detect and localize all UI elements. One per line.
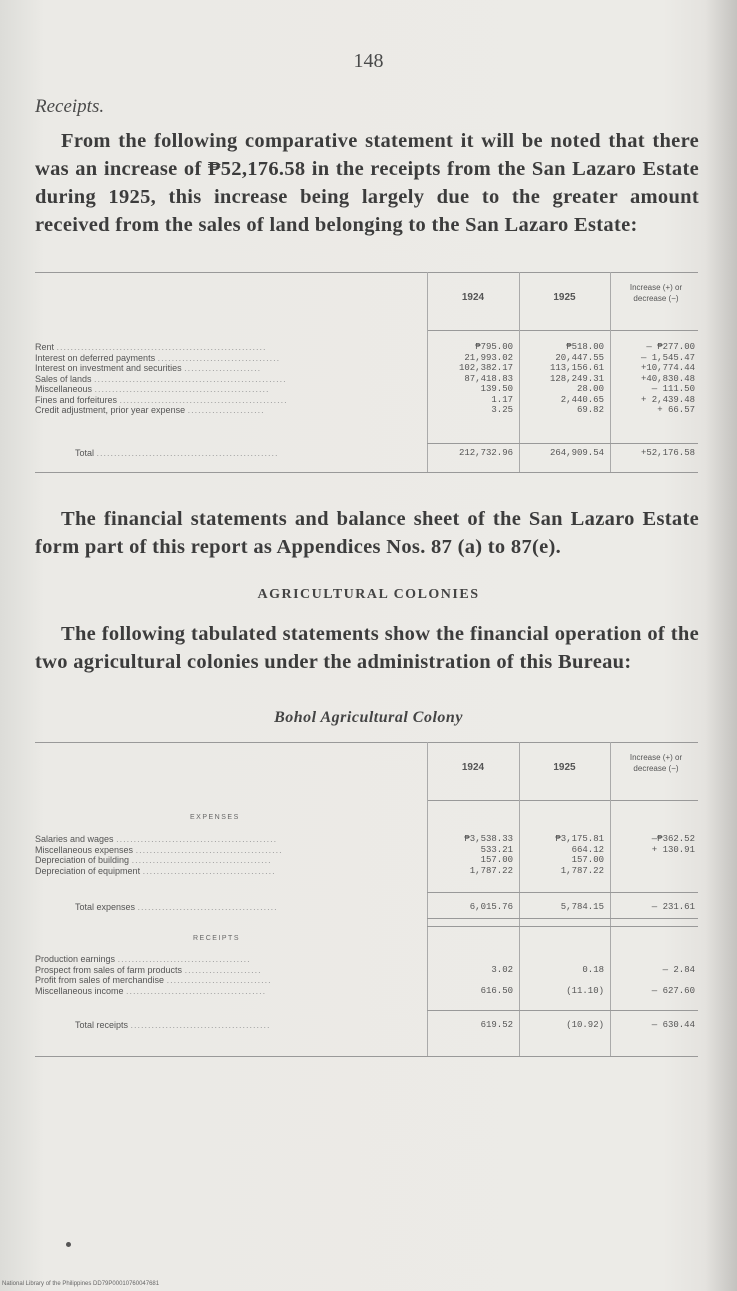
leader-dots: ........................................ (131, 855, 272, 865)
row-label: Salaries and wages .............................................. (35, 834, 278, 844)
row-label: Interest on investment and securities ...................... (35, 363, 262, 373)
value-1925: 5,784.15 (560, 902, 604, 912)
row-label: Credit adjustment, prior year expense ...................... (35, 405, 265, 415)
leader-dots: ........................................ (137, 902, 278, 912)
value-1924: 619.52 (480, 1020, 513, 1030)
value-change: — ₱277.00 (646, 342, 695, 352)
receipts-paragraph: From the following comparative statement it will be noted that there was an increase of ₱52,176.58 in the receipts from the San Lazaro Estate during 1925, this increase being largely due to the greater amount received from the sales of land belonging to the San Lazaro Estate: (35, 130, 699, 236)
agricultural-colonies-heading: AGRICULTURAL COLONIES (257, 587, 480, 602)
row-label: Total .................................................... (75, 448, 279, 458)
value-change: + 130.91 (651, 844, 695, 855)
bohol-col-change: Increase (+) or decrease (−) (629, 753, 683, 773)
row-label: Prospect from sales of farm products ...................... (35, 964, 262, 975)
leader-dots: .................................................... (96, 448, 279, 458)
value-1924: 6,015.76 (469, 902, 513, 912)
value-change: — 1,545.47 (640, 352, 695, 363)
leader-dots: ...................... (184, 363, 262, 373)
value-1924: 1,787.22 (469, 865, 513, 876)
value-1924: 139.50 (480, 384, 513, 394)
ink-speck (66, 1242, 71, 1247)
value-1925: 113,156.61 (549, 363, 604, 373)
leader-dots: ................................................ (119, 394, 288, 405)
value-1924: 157.00 (480, 855, 513, 865)
row-label: Interest on deferred payments ................................... (35, 352, 281, 363)
leader-dots: .......................................... (135, 844, 283, 855)
row-label: Total expenses ........................................ (75, 902, 278, 912)
leader-dots: ...................... (187, 405, 265, 415)
value-1925: 69.82 (576, 405, 604, 415)
leader-dots: .................................................. (94, 384, 270, 394)
value-1925: 2,440.65 (560, 394, 604, 405)
receipts-col-change: Increase (+) or decrease (−) (629, 283, 683, 303)
value-change: — 231.61 (651, 902, 695, 912)
value-1925: 157.00 (571, 855, 604, 865)
value-1925: 20,447.55 (555, 352, 604, 363)
bohol-col-1924: 1924 (461, 762, 485, 773)
value-1924: 3.25 (491, 405, 513, 415)
value-change: — 630.44 (651, 1020, 695, 1030)
row-label: Rent ............................................................ (35, 342, 267, 352)
receipts-section-heading: RECEIPTS (193, 935, 241, 942)
value-1925: 264,909.54 (549, 448, 604, 458)
leader-dots: ........................................ (130, 1020, 271, 1030)
value-1924: 21,993.02 (464, 352, 513, 363)
bohol-col-1925: 1925 (553, 762, 576, 773)
leader-dots: ............................................................ (56, 342, 267, 352)
row-label: Total receipts ........................................ (75, 1020, 271, 1030)
row-label: Production earnings ...................................... (35, 954, 251, 964)
receipts-col-1925: 1925 (553, 292, 576, 303)
leader-dots: ....................................................... (94, 373, 287, 384)
row-label: Sales of lands ....................................................... (35, 373, 287, 384)
value-1924: 3.02 (491, 964, 513, 975)
receipts-heading: Receipts. (35, 96, 105, 117)
row-label: Miscellaneous income ........................................ (35, 985, 267, 996)
leader-dots: ...................... (184, 964, 262, 975)
value-change: — 627.60 (651, 985, 695, 996)
row-label: Depreciation of building ........................................ (35, 855, 272, 865)
value-1925: (10.92) (566, 1020, 604, 1030)
value-change: + 2,439.48 (640, 394, 695, 405)
leader-dots: ...................................... (117, 954, 251, 964)
row-label: Miscellaneous .................................................. (35, 384, 270, 394)
leader-dots: ........................................ (126, 985, 267, 996)
value-1925: 664.12 (571, 844, 604, 855)
value-1925: 128,249.31 (549, 373, 604, 384)
page-number: 148 (353, 50, 384, 72)
value-1924: 533.21 (480, 844, 513, 855)
page-edge-shadow (705, 0, 737, 1291)
value-1925: 28.00 (576, 384, 604, 394)
leader-dots: .............................. (166, 975, 272, 985)
value-1924: 102,382.17 (458, 363, 513, 373)
row-label: Profit from sales of merchandise .............................. (35, 975, 272, 985)
row-label: Miscellaneous expenses .......................................... (35, 844, 283, 855)
value-1925: 1,787.22 (560, 865, 604, 876)
receipts-col-1924: 1924 (461, 292, 485, 303)
value-change: + 66.57 (657, 405, 695, 415)
value-1924: ₱795.00 (475, 342, 513, 352)
value-1924: ₱3,538.33 (464, 834, 513, 844)
value-change: +10,774.44 (640, 363, 695, 373)
value-change: +40,830.48 (640, 373, 695, 384)
value-change: —₱362.52 (651, 834, 695, 844)
row-label: Depreciation of equipment ...................................... (35, 865, 276, 876)
leader-dots: ...................................... (142, 865, 276, 876)
value-1925: 0.18 (582, 964, 604, 975)
leader-dots: .............................................. (116, 834, 278, 844)
value-1924: 212,732.96 (458, 448, 513, 458)
value-change: — 111.50 (651, 384, 695, 394)
value-1925: ₱518.00 (566, 342, 604, 352)
value-1925: (11.10) (566, 985, 604, 996)
statements-paragraph: The financial statements and balance sheet of the San Lazaro Estate form part of this report as Appendices Nos. 87 (a) to 87(e). (35, 508, 699, 558)
value-change: +52,176.58 (640, 448, 695, 458)
agricultural-colonies-paragraph: The following tabulated statements show the financial operation of the two agricultural colonies under the administration of this Bureau: (35, 623, 699, 673)
value-1924: 616.50 (480, 985, 513, 996)
value-1924: 87,418.83 (464, 373, 513, 384)
bohol-table-title: Bohol Agricultural Colony (274, 709, 463, 726)
receipts-table (35, 272, 698, 472)
footer-credit: National Library of the Philippines DD79P00010760047681 (2, 1281, 160, 1287)
expenses-section-heading: EXPENSES (190, 814, 240, 821)
leader-dots: ................................... (157, 352, 281, 363)
row-label: Fines and forfeitures ................................................ (35, 394, 288, 405)
value-change: — 2.84 (662, 964, 695, 975)
value-1925: ₱3,175.81 (555, 834, 604, 844)
value-1924: 1.17 (491, 394, 513, 405)
bohol-table (35, 742, 698, 1056)
